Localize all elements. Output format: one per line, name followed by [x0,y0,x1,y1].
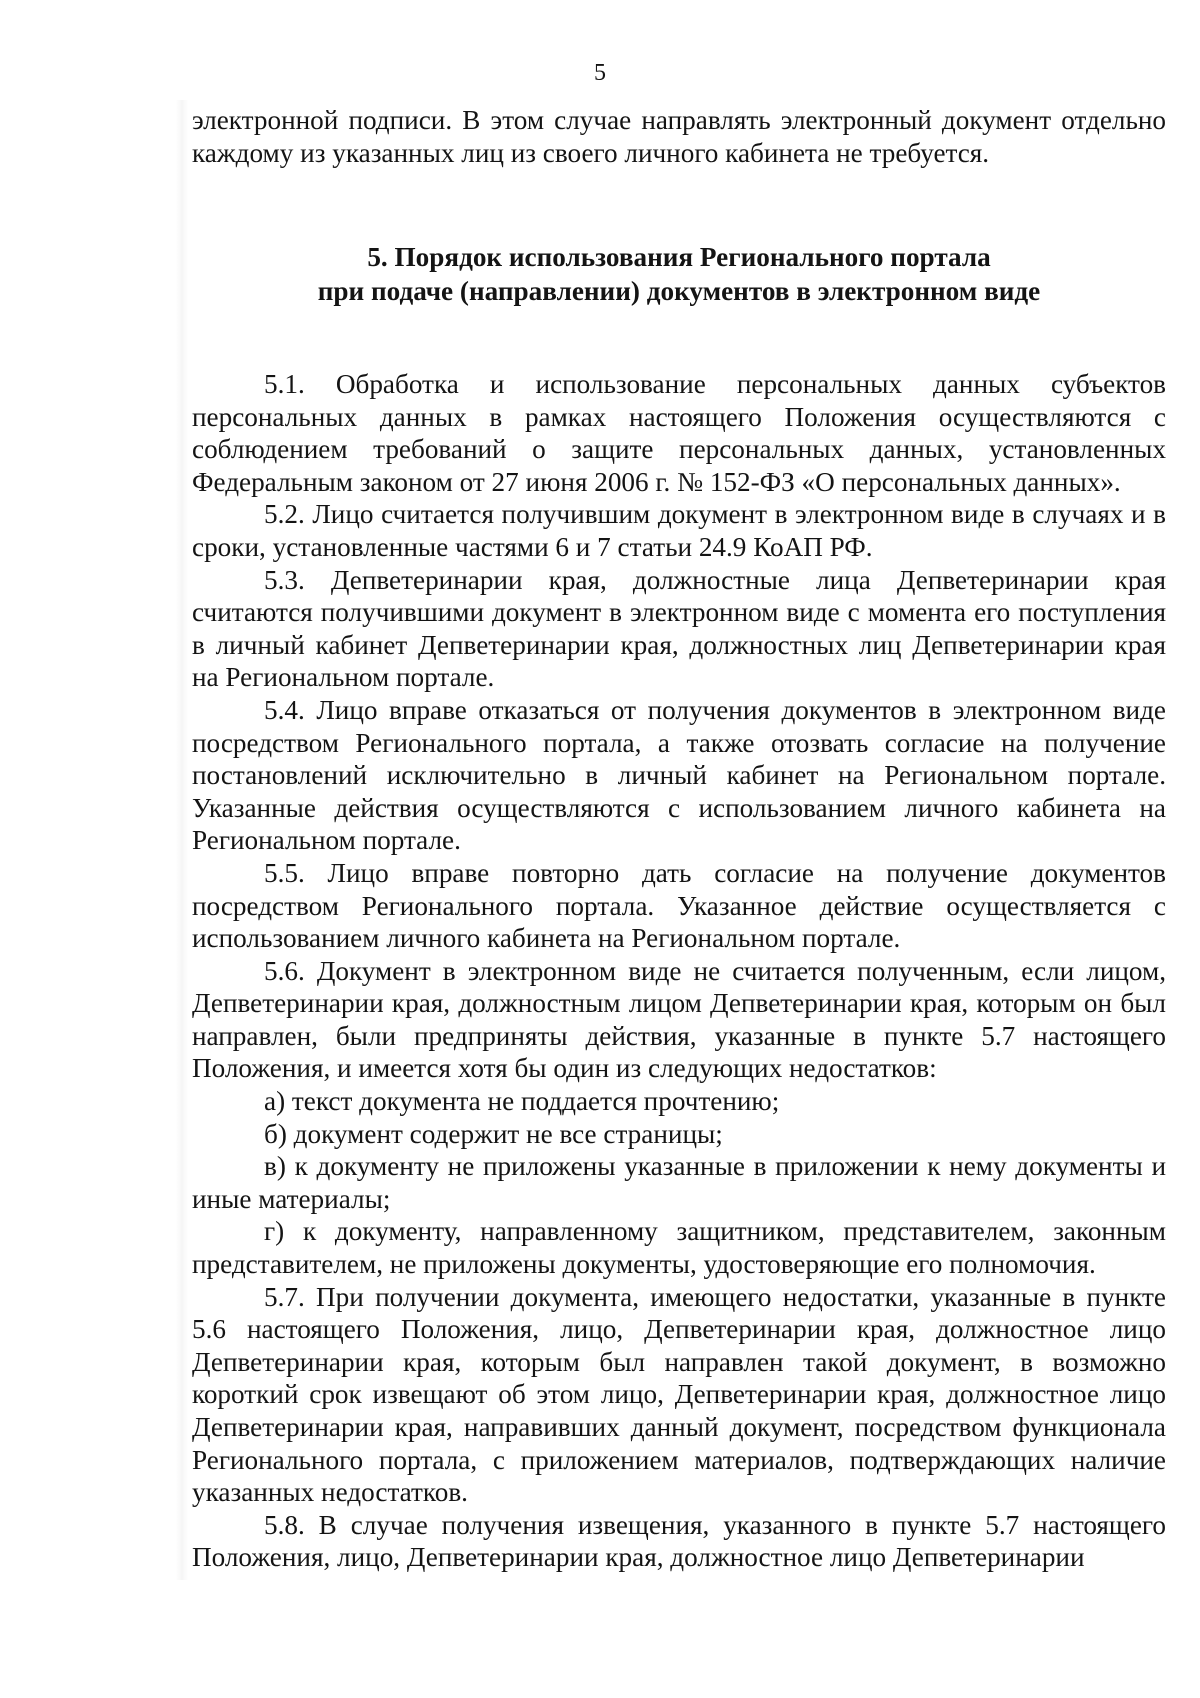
intro-paragraph: электронной подписи. В этом случае направлять электронный документ отдельно каждому из указанных лиц из своего личного кабинета не требуется. [192,105,1166,168]
section-title-line-1: 5. Порядок использования Регионального портала [367,242,991,272]
paragraph-5-6: 5.6. Документ в электронном виде не считается полученным, если лицом, Депветеринарии края, должностным лицом Депветеринарии края, которым он был направлен, были предприняты действия, указанные в пункте 5.7 настоящего Положения, и имеется хотя бы один из следующих недостатков: [192,955,1166,1084]
scan-margin-shadow [176,100,188,1580]
intro-block [192,104,1166,169]
paragraph-5-8: 5.8. В случае получения извещения, указанного в пункте 5.7 настоящего Положения, лицо, Депветеринарии края, должностное лицо Депветеринарии [192,1509,1166,1573]
paragraph-5-2: 5.2. Лицо считается получившим документ в электронном виде в случаях и в сроки, установленные частями 6 и 7 статьи 24.9 КоАП РФ. [192,499,1166,562]
section-body [192,368,1166,1574]
paragraph-5-5: 5.5. Лицо вправе повторно дать согласие на получение документов посредством Регионального портала. Указанное действие осуществляется с использованием личного кабинета на Региональном портале. [192,857,1166,954]
paragraph-5-7: 5.7. При получении документа, имеющего недостатки, указанные в пункте 5.6 настоящего Положения, лицо, Депветеринарии края, должностное лицо Депветеринарии края, которым был направлен такой документ, в возможно короткий срок извещают об этом лицо, Депветеринарии края, должностное лицо Депветеринарии края, направивших данный документ, посредством функционала Регионального портала, с приложением материалов, подтверждающих наличие указанных недостатков. [192,1281,1166,1508]
paragraph-5-4: 5.4. Лицо вправе отказаться от получения документов в электронном виде посредством Регионального портала, а также отозвать согласие на получение постановлений исключительно в личный кабинет на Региональном портале. Указанные действия осуществляются с использованием личного кабинета на Региональном портале. [192,694,1166,856]
paragraph-5-1: 5.1. Обработка и использование персональных данных субъектов персональных данных в рамках настоящего Положения осуществляются с соблюдением требований о защите персональных данных, установленных Федеральным законом от 27 июня 2006 г. № 152-ФЗ «О персональных данных». [192,369,1166,497]
section-heading [192,240,1166,308]
list-item-g: г) к документу, направленному защитником, представителем, законным представителем, не приложены документы, удостоверяющие его полномочия. [192,1216,1166,1280]
list-item-b: б) документ содержит не все страницы; [264,1118,723,1149]
section-title-line-2: при подаче (направлении) документов в электронном виде [317,276,1041,306]
list-item-a: а) текст документа не поддается прочтению; [264,1086,780,1117]
page-number: 5 [594,60,606,86]
paragraph-5-3: 5.3. Депветеринарии края, должностные лица Депветеринарии края считаются получившими документ в электронном виде с момента его поступления в личный кабинет Депветеринарии края, должностных лиц Депветеринарии края на Региональном портале. [192,564,1166,693]
list-item-v: в) к документу не приложены указанные в приложении к нему документы и иные материалы; [192,1151,1166,1214]
